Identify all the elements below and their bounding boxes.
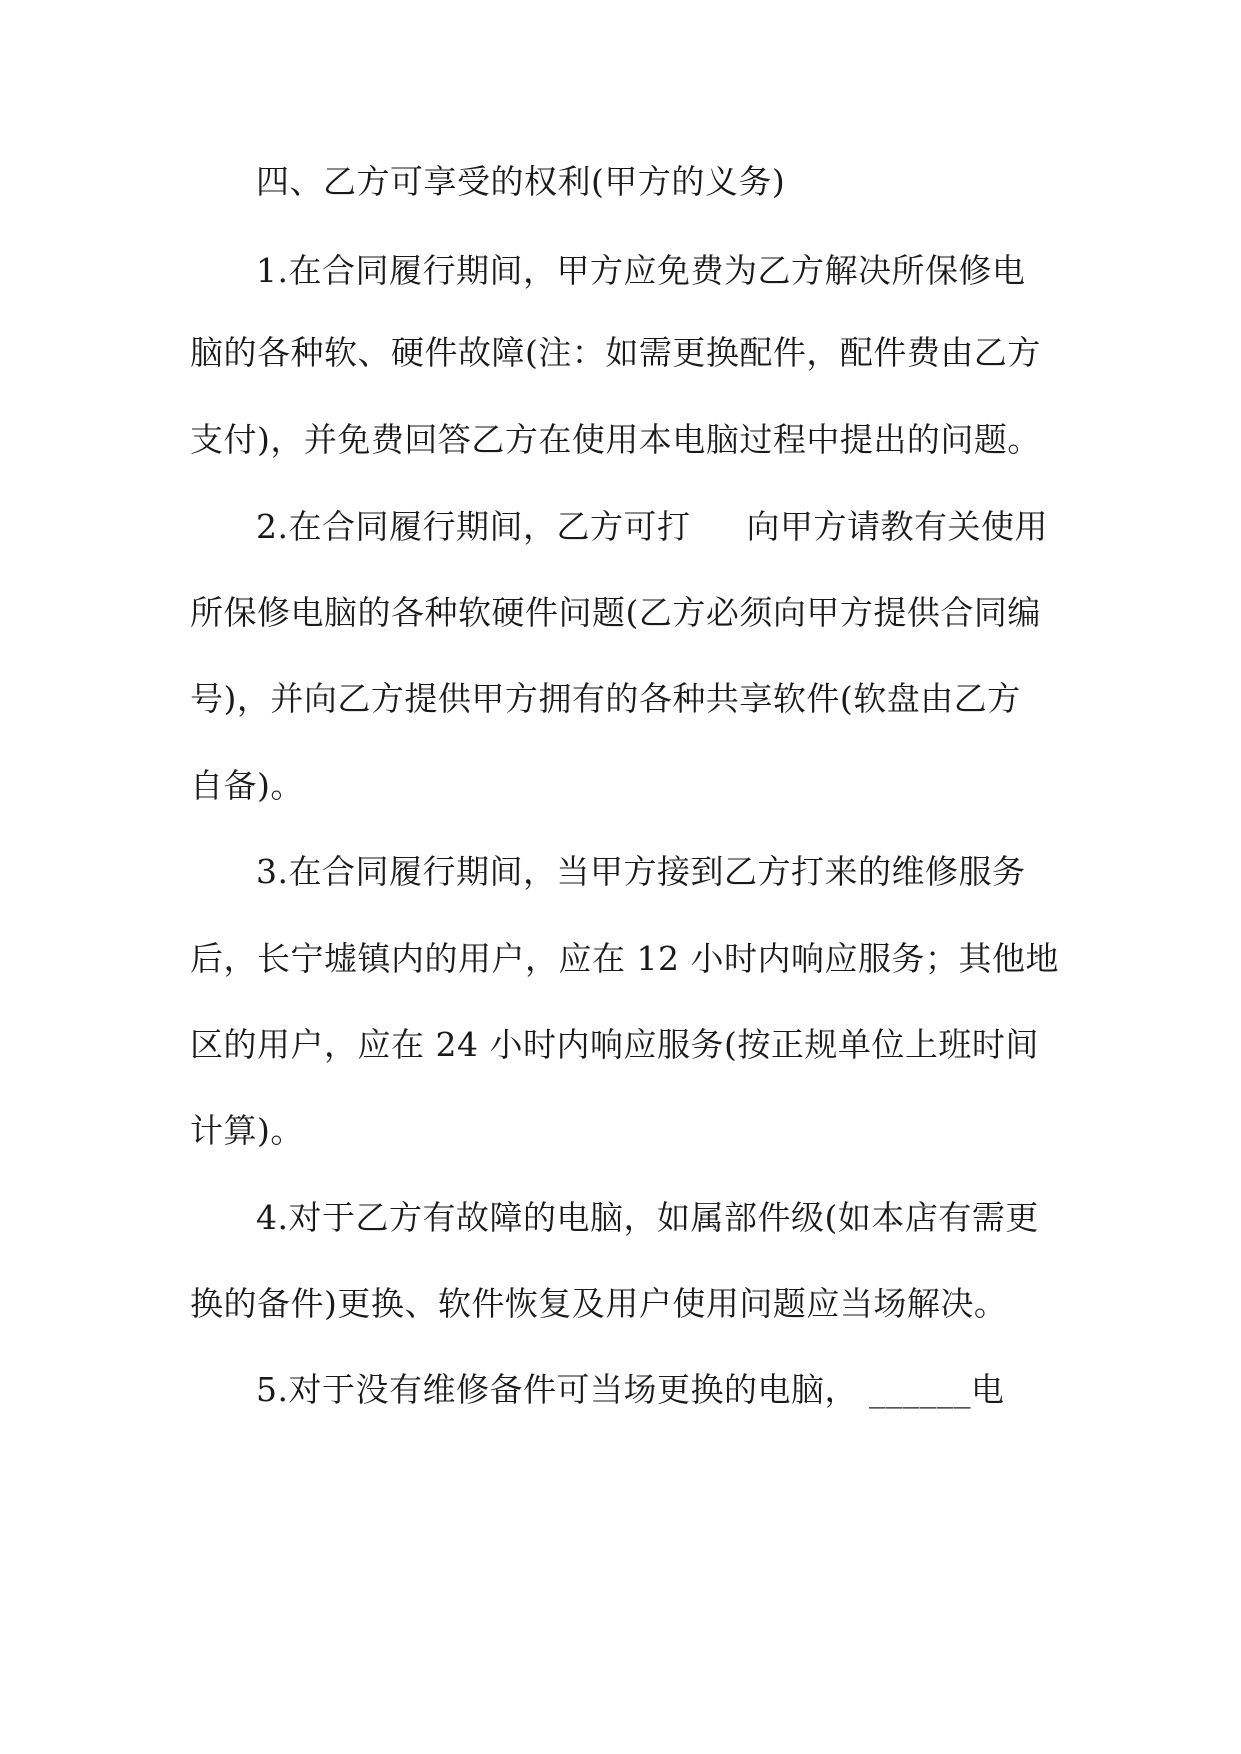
paragraph-5-line-1-part-b: 电 (971, 1370, 1005, 1409)
paragraph-5-line-1-part-a: 5.对于没有维修备件可当场更换的电脑， (256, 1370, 858, 1409)
paragraph-4-line-2: 换的备件)更换、软件恢复及用户使用问题应当场解决。 (190, 1284, 1008, 1323)
section-heading: 四、乙方可享受的权利(甲方的义务) (256, 162, 786, 201)
paragraph-5-line-1 (256, 1368, 1070, 1412)
paragraph-2-line-2: 所保修电脑的各种软硬件问题(乙方必须向甲方提供合同编 (190, 593, 1041, 632)
paragraph-2-line-1-part-b: 向甲方请教有关使用 (746, 507, 1048, 546)
paragraph-3-line-1: 3.在合同履行期间，当甲方接到乙方打来的维修服务 (256, 852, 1026, 891)
paragraph-1-line-2: 脑的各种软、硬件故障(注：如需更换配件，配件费由乙方 (190, 333, 1041, 372)
paragraph-2-line-1-part-a: 2.在合同履行期间，乙方可打 (256, 507, 691, 546)
paragraph-2-line-4: 自备)。 (190, 766, 304, 805)
paragraph-4-line-1: 4.对于乙方有故障的电脑，如属部件级(如本店有需更 (256, 1198, 1039, 1237)
paragraph-3-line-3: 区的用户，应在 24 小时内响应服务(按正规单位上班时间 (190, 1025, 1039, 1064)
paragraph-1-line-3: 支付)，并免费回答乙方在使用本电脑过程中提出的问题。 (190, 420, 1041, 459)
paragraph-3-line-4: 计算)。 (190, 1111, 304, 1150)
paragraph-2-line-1 (256, 505, 1070, 549)
paragraph-3-line-2: 后，长宁墟镇内的用户，应在 12 小时内响应服务；其他地 (190, 939, 1059, 978)
fill-in-blank: ______ (869, 1370, 971, 1409)
paragraph-1-line-1: 1.在合同履行期间，甲方应免费为乙方解决所保修电 (256, 251, 1026, 290)
paragraph-2-line-3: 号)，并向乙方提供甲方拥有的各种共享软件(软盘由乙方 (190, 679, 1021, 718)
